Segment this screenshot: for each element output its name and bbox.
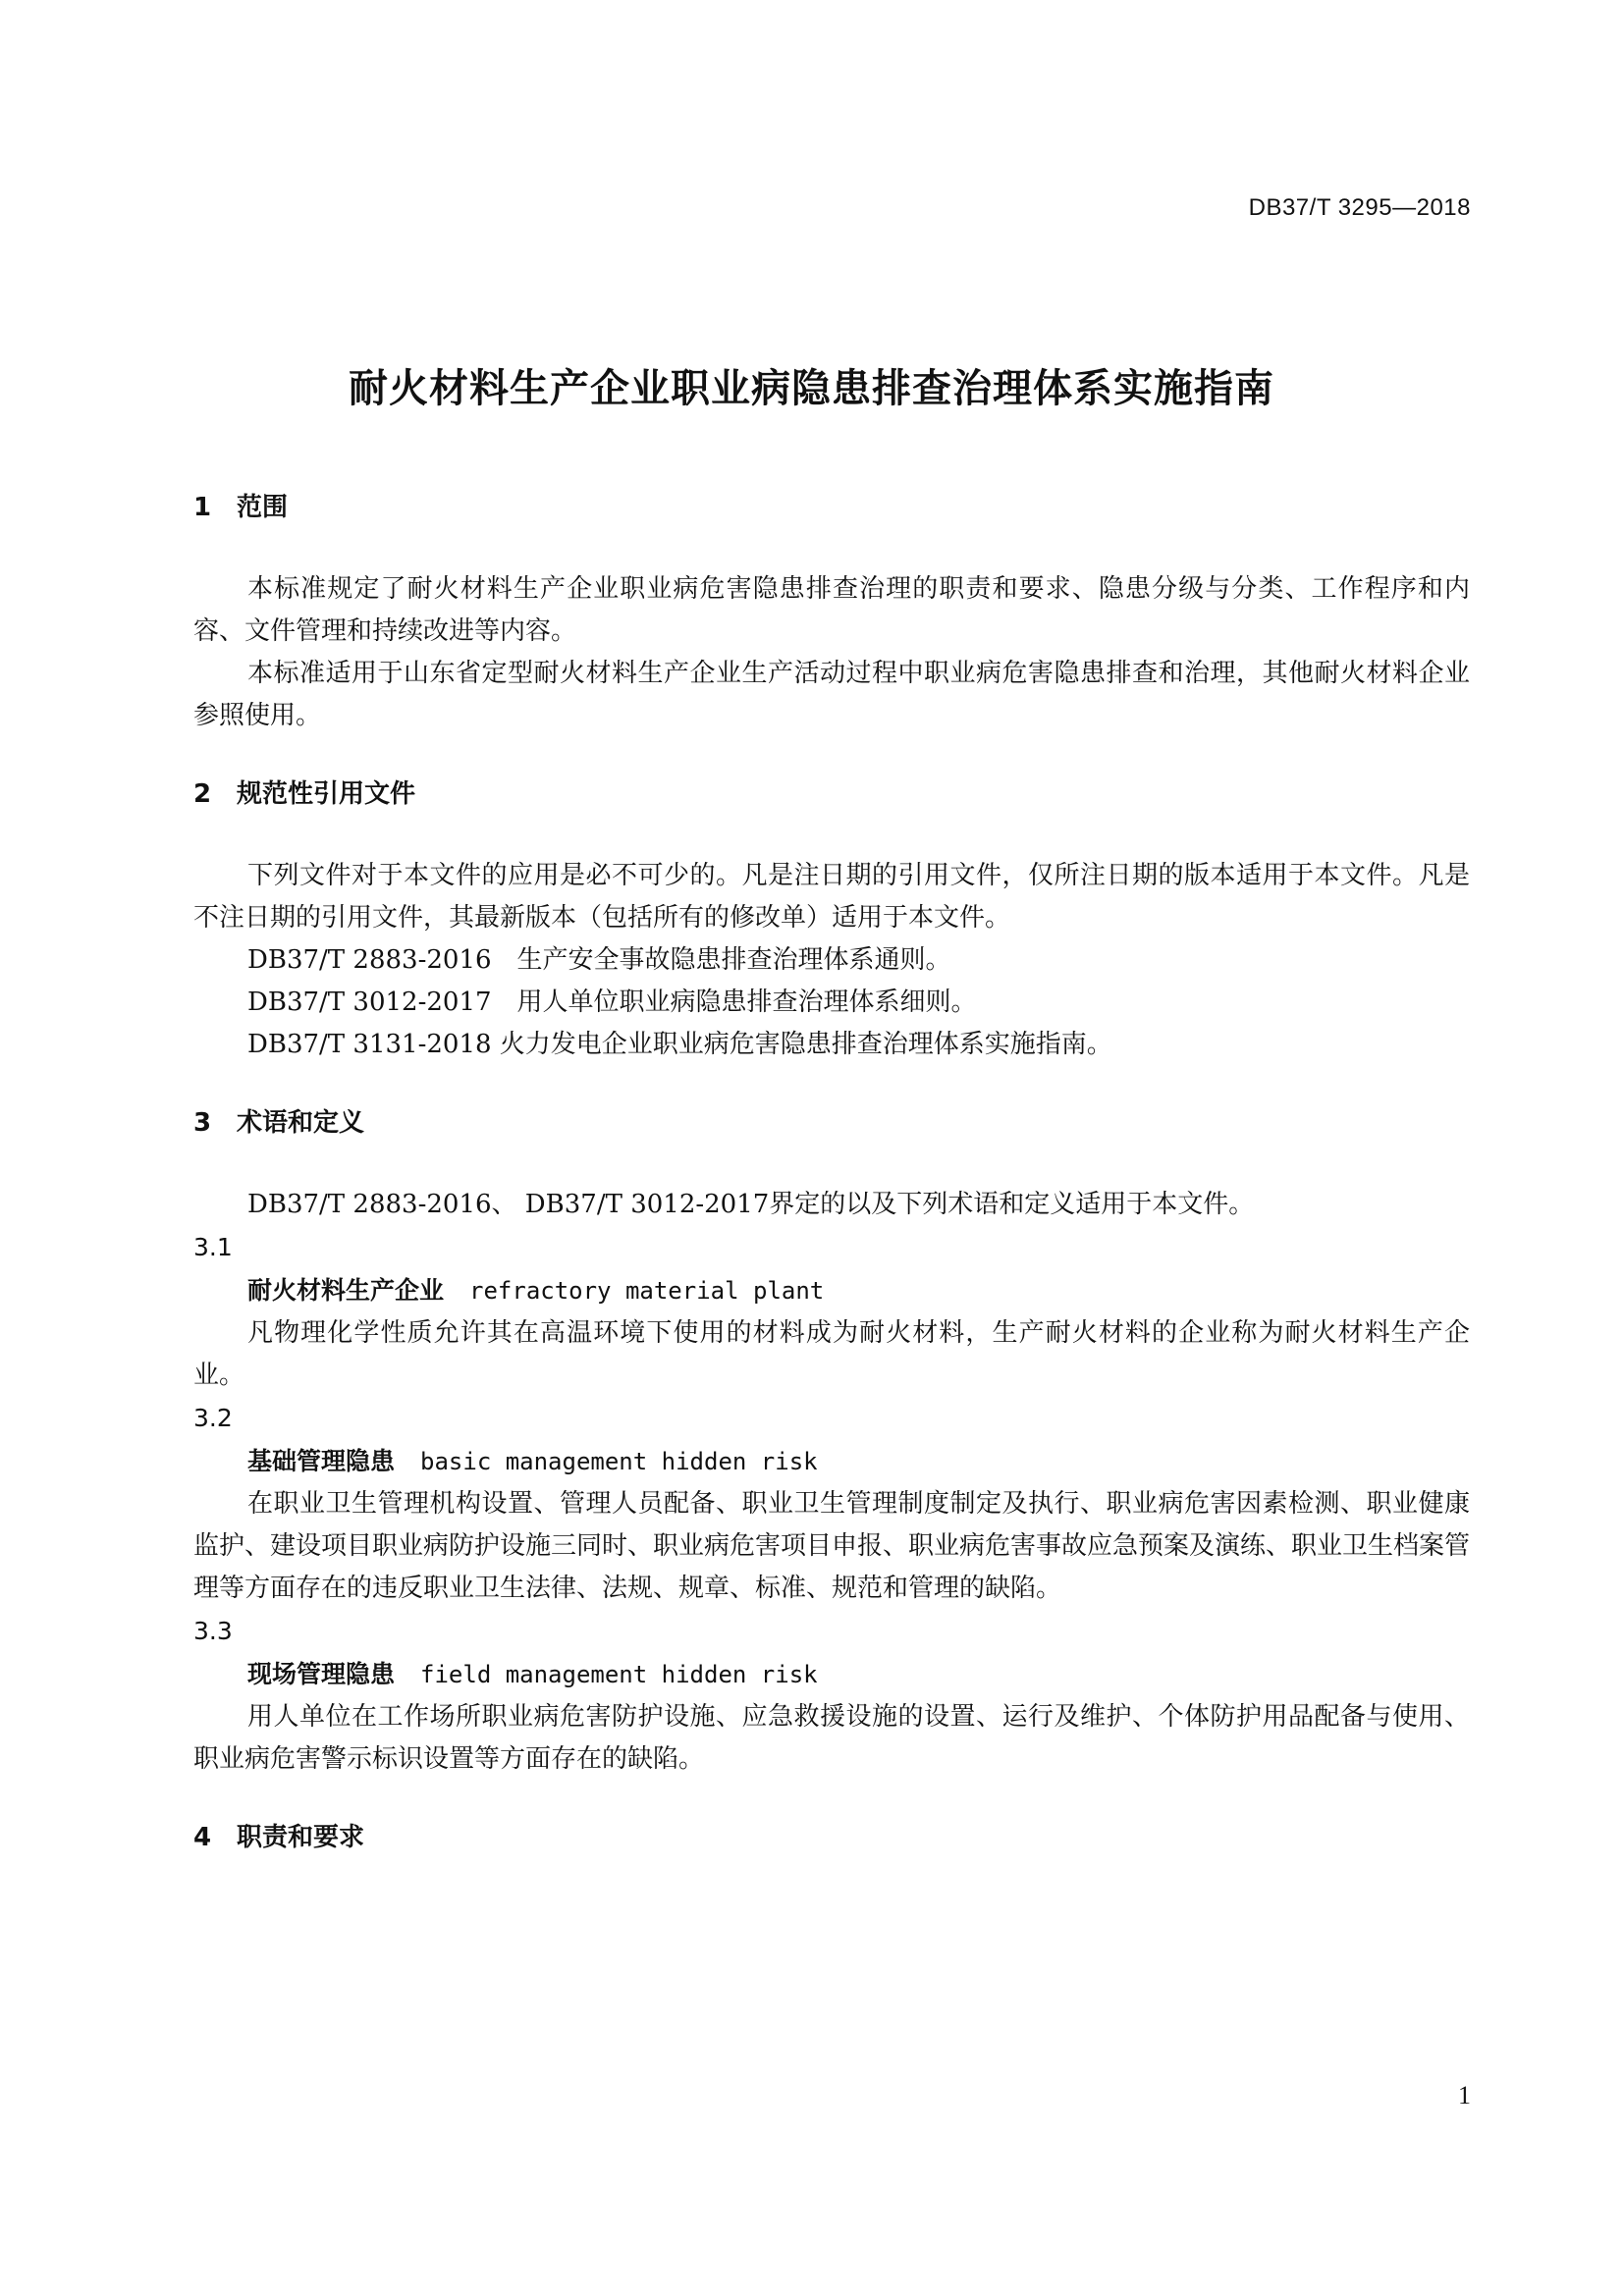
document-body — [193, 486, 1470, 1859]
section-title: 术语和定义 — [237, 1108, 365, 1138]
term-definition: 凡物理化学性质允许其在高温环境下使用的材料成为耐火材料，生产耐火材料的企业称为耐火材料生产企业。 — [193, 1318, 1470, 1390]
term-english: refractory material plant — [469, 1277, 825, 1305]
section-title: 规范性引用文件 — [237, 779, 416, 809]
section-heading-terms — [193, 1101, 1470, 1145]
section-number: 3 — [193, 1108, 212, 1138]
paragraph: 下列文件对于本文件的应用是必不可少的。凡是注日期的引用文件，仅所注日期的版本适用于本文件。凡是不注日期的引用文件，其最新版本（包括所有的修改单）适用于本文件。 — [193, 861, 1470, 933]
section-heading-scope — [193, 486, 1470, 529]
paragraph: 本标准规定了耐火材料生产企业职业病危害隐患排查治理的职责和要求、隐患分级与分类、工作程序和内容、文件管理和持续改进等内容。 — [193, 574, 1470, 646]
term-entry — [193, 1269, 1470, 1312]
page-number: 1 — [1458, 2081, 1471, 2109]
section-heading-normative-references — [193, 773, 1470, 816]
term-chinese: 耐火材料生产企业 — [247, 1276, 445, 1305]
term-chinese: 基础管理隐患 — [247, 1447, 396, 1475]
term-entry — [193, 1440, 1470, 1483]
term-definition: 在职业卫生管理机构设置、管理人员配备、职业卫生管理制度制定及执行、职业病危害因素检测、职业健康监护、建设项目职业病防护设施三同时、职业病危害项目申报、职业病危害事故应急预案及演练、职业卫生档案管理等方面存在的违反职业卫生法律、法规、规章、标准、规范和管理的缺陷。 — [193, 1489, 1471, 1603]
term-number: 3.2 — [193, 1404, 233, 1432]
reference-item: DB37/T 2883-2016 生产安全事故隐患排查治理体系通则。 — [247, 945, 951, 975]
section-number: 4 — [193, 1823, 212, 1852]
section-number: 1 — [193, 493, 212, 522]
paragraph: DB37/T 2883-2016、 DB37/T 3012-2017界定的以及下列术语和定义适用于本文件。 — [247, 1190, 1255, 1219]
term-chinese: 现场管理隐患 — [247, 1660, 396, 1688]
term-english: field management hidden risk — [420, 1661, 818, 1688]
paragraph: 本标准适用于山东省定型耐火材料生产企业生产活动过程中职业病危害隐患排查和治理，其他耐火材料企业参照使用。 — [193, 659, 1470, 730]
term-entry — [193, 1653, 1470, 1696]
reference-item: DB37/T 3131-2018 火力发电企业职业病危害隐患排查治理体系实施指南。 — [247, 1030, 1112, 1059]
term-english: basic management hidden risk — [420, 1448, 818, 1475]
document-title: 耐火材料生产企业职业病隐患排查治理体系实施指南 — [349, 366, 1274, 411]
standard-code: DB37/T 3295—2018 — [1248, 194, 1471, 221]
section-title: 职责和要求 — [237, 1823, 365, 1852]
term-definition: 用人单位在工作场所职业病危害防护设施、应急救援设施的设置、运行及维护、个体防护用品配备与使用、职业病危害警示标识设置等方面存在的缺陷。 — [193, 1702, 1470, 1774]
term-number: 3.3 — [193, 1617, 233, 1645]
reference-item: DB37/T 3012-2017 用人单位职业病隐患排查治理体系细则。 — [247, 988, 977, 1017]
term-number: 3.1 — [193, 1233, 233, 1261]
section-heading-responsibilities — [193, 1816, 1470, 1859]
section-number: 2 — [193, 779, 212, 809]
section-title: 范围 — [237, 493, 289, 522]
